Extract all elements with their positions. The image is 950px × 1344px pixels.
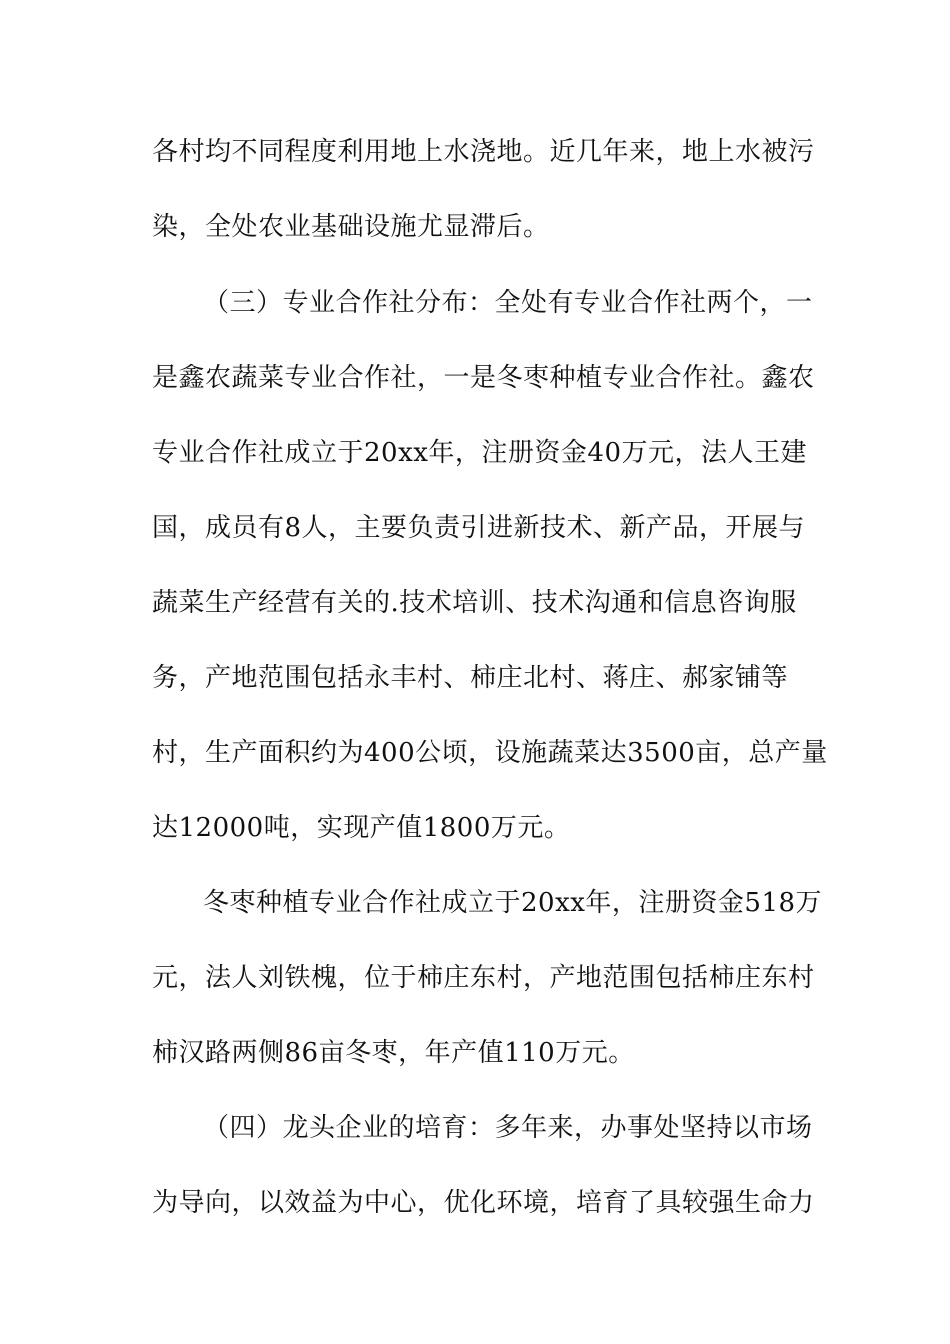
text-line: 染，全处农业基础设施尤显滞后。 (152, 212, 550, 242)
text-line: 专业合作社成立于20xx年，注册资金40万元，法人王建 (152, 438, 807, 468)
text-line: 柿汉路两侧86亩冬枣，年产值110万元。 (152, 1038, 635, 1068)
text-line: 蔬菜生产经营有关的.技术培训、技术沟通和信息咨询服 (152, 588, 797, 618)
text-line: 是鑫农蔬菜专业合作社，一是冬枣种植专业合作社。鑫农 (152, 363, 815, 393)
text-line: 为导向，以效益为中心，优化环境，培育了具较强生命力 (152, 1188, 815, 1218)
text-line: 元，法人刘铁槐，位于柿庄东村，产地范围包括柿庄东村 (152, 963, 815, 993)
paragraph-first-line: 冬枣种植专业合作社成立于20xx年，注册资金518万 (203, 888, 823, 918)
paragraph-heading-line: （三）专业合作社分布：全处有专业合作社两个，一 (203, 288, 813, 318)
paragraph-heading-line: （四）龙头企业的培育：多年来，办事处坚持以市场 (203, 1113, 813, 1143)
text-line: 村，生产面积约为400公顷，设施蔬菜达3500亩，总产量 (152, 738, 828, 768)
text-line: 务，产地范围包括永丰村、柿庄北村、蒋庄、郝家铺等 (152, 663, 789, 693)
text-line: 国，成员有8人，主要负责引进新技术、新产品，开展与 (152, 513, 806, 543)
text-line: 达12000吨，实现产值1800万元。 (152, 813, 571, 843)
text-line: 各村均不同程度利用地上水浇地。近几年来，地上水被污 (152, 137, 815, 167)
